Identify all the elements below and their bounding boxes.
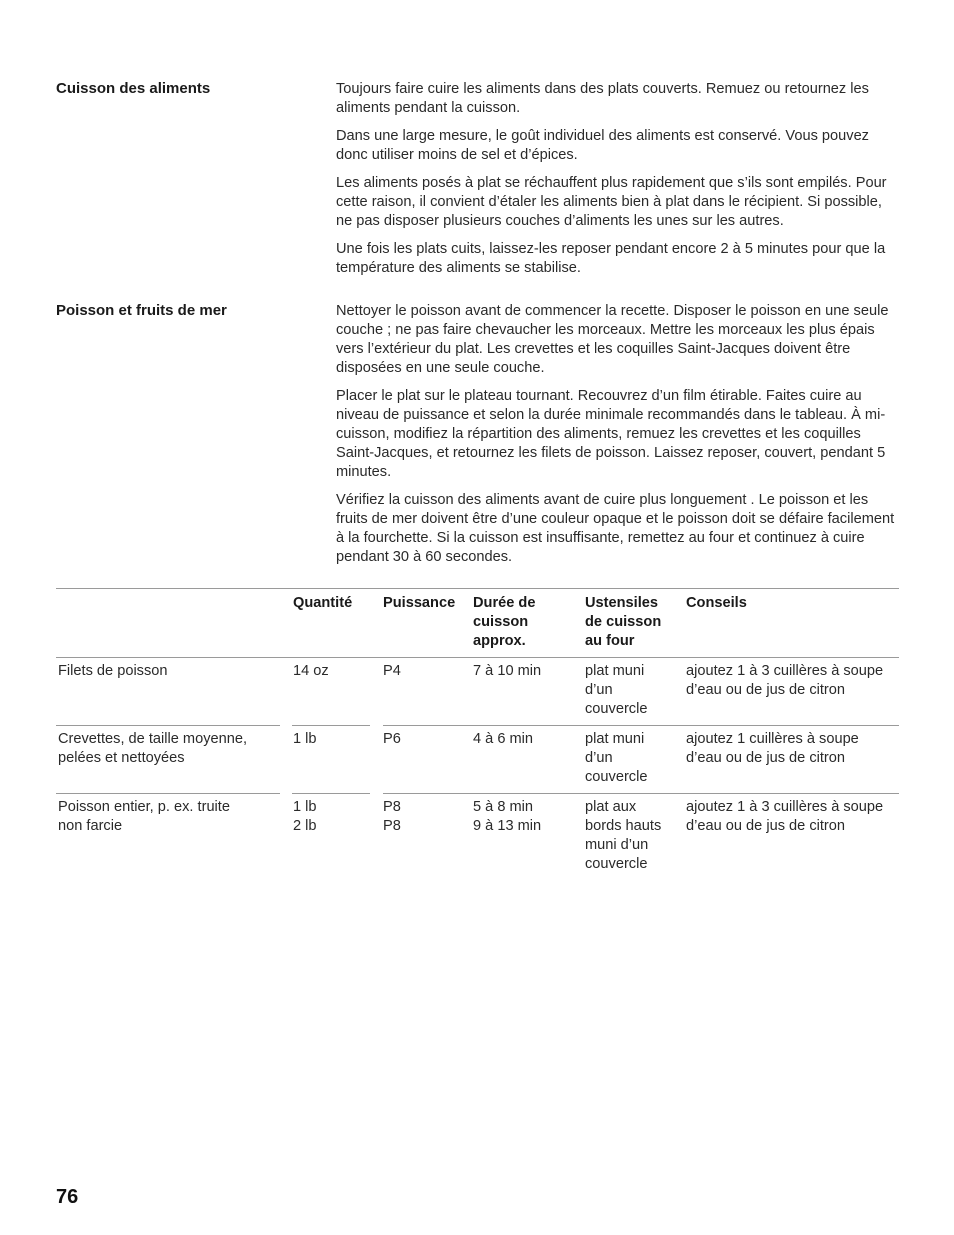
header-quantity: Quantité: [293, 595, 353, 611]
section-title: Poisson et fruits de mer: [56, 302, 227, 319]
cell-food: Crevettes, de taille moyenne, pelées et nettoyées: [58, 731, 248, 766]
row-rule: [383, 793, 899, 794]
header-power: Puissance: [383, 595, 456, 611]
paragraph: Placer le plat sur le plateau tournant. Recouvrez d’un film étirable. Faites cuire au niveau de puissance et selon la durée minimale recommandés dans le tableau. À mi-cuisson, modifiez la répartition des aliments, remuez les crevettes et les coquilles Saint-Jacques, et retournez les filets de poisson. Laissez reposer, couvert, pendant 5 minutes.: [336, 388, 886, 480]
cell-quantity: 1 lb 2 lb: [293, 799, 317, 834]
row-rule: [292, 725, 370, 726]
cell-utensils: plat aux bords hauts muni d’un couvercle: [585, 799, 662, 872]
cell-food: Poisson entier, p. ex. truite non farcie: [58, 799, 230, 834]
paragraph: Les aliments posés à plat se réchauffent plus rapidement que s’ils sont empilés. Pour cette raison, il convient d’étaler les aliments bien à plat dans le récipient. Si possible, ne pas disposer plusieurs couches d’aliments les unes sur les autres.: [336, 175, 887, 229]
section-body: [336, 302, 898, 576]
cell-quantity: 14 oz: [293, 663, 329, 679]
cell-duration: 4 à 6 min: [473, 731, 534, 747]
cell-tips: ajoutez 1 à 3 cuillères à soupe d’eau ou de jus de citron: [686, 663, 884, 698]
row-rule: [292, 793, 370, 794]
table-top-rule: [56, 588, 899, 589]
paragraph: Dans une large mesure, le goût individuel des aliments est conservé. Vous pouvez donc utiliser moins de sel et d’épices.: [336, 128, 869, 163]
cell-tips: ajoutez 1 à 3 cuillères à soupe d’eau ou de jus de citron: [686, 799, 884, 834]
header-utensils: Ustensiles de cuisson au four: [585, 595, 662, 649]
paragraph: Nettoyer le poisson avant de commencer la recette. Disposer le poisson en une seule couche ; ne pas faire chevaucher les morceaux. Mettre les morceaux les plus épais vers l’extérieur du plat. Les crevettes et les coquilles Saint-Jacques doivent être disposées en une seule couche.: [336, 303, 889, 376]
cell-utensils: plat muni d’un couvercle: [585, 663, 648, 717]
header-rule: [56, 657, 899, 658]
section-title: Cuisson des aliments: [56, 80, 211, 97]
cell-quantity: 1 lb: [293, 731, 317, 747]
cell-utensils: plat muni d’un couvercle: [585, 731, 648, 785]
paragraph: Vérifiez la cuisson des aliments avant de cuire plus longuement . Le poisson et les fruits de mer doivent être d’une couleur opaque et le poisson doit se défaire facilement à la fourchette. Si la cuisson est insuffisante, remettez au four et continuez à cuire pendant 30 à 60 secondes.: [336, 492, 895, 565]
header-duration: Durée de cuisson approx.: [473, 595, 536, 649]
cell-power: P4: [383, 663, 401, 679]
cell-power: P8 P8: [383, 799, 401, 834]
page-number: 76: [56, 1186, 79, 1208]
row-rule: [56, 725, 280, 726]
cell-food: Filets de poisson: [58, 663, 168, 679]
cell-power: P6: [383, 731, 401, 747]
cell-duration: 5 à 8 min 9 à 13 min: [473, 799, 542, 834]
cell-tips: ajoutez 1 cuillères à soupe d’eau ou de jus de citron: [686, 731, 859, 766]
section-body: [336, 80, 898, 287]
row-rule: [56, 793, 280, 794]
cell-duration: 7 à 10 min: [473, 663, 542, 679]
row-rule: [383, 725, 899, 726]
header-tips: Conseils: [686, 595, 747, 611]
paragraph: Une fois les plats cuits, laissez-les reposer pendant encore 2 à 5 minutes pour que la température des aliments se stabilise.: [336, 241, 886, 276]
paragraph: Toujours faire cuire les aliments dans des plats couverts. Remuez ou retournez les aliments pendant la cuisson.: [336, 81, 869, 116]
